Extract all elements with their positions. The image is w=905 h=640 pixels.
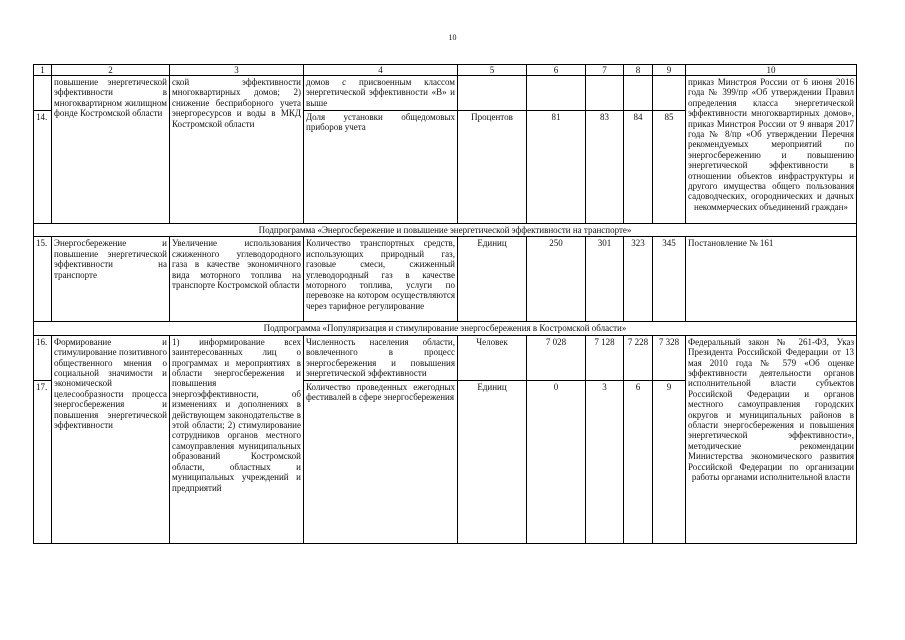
- cell-value: 3: [586, 380, 624, 543]
- column-header: 3: [170, 65, 304, 76]
- cell-tasks: 1) информирование всех заинтересованных лиц о программах и мероприятиях в области энергосбережения и повышения энергоэффективности, об изменениях и дополнениях в действующем законодательстве в этой области; 2) стимулирование сотрудников органов местного самоуправления муниципальных образований Костромской области, областных и муниципальных учреждений и предприятий: [170, 335, 304, 543]
- table-header-row: [34, 65, 857, 76]
- column-header: 10: [686, 65, 857, 76]
- column-header: 5: [458, 65, 527, 76]
- cell-value: 7 128: [586, 335, 624, 380]
- cell-legal-basis: приказ Минстроя России от 6 июня 2016 года № 399/пр «Об утверждении Правил определения класса энергетической эффективности многоквартирных домов», приказ Минстроя России от 9 января 2017 года № 8/пр «Об утверждении Перечня рекомендуемых мероприятий по энергосбережению и повышению энергетической эффективности в отношении объектов инфраструктуры и другого имущества общего пользования садоводческих, огороднических и дачных некоммерческих объединений граждан»: [686, 76, 857, 224]
- cell-value: 9: [653, 380, 686, 543]
- table-row: [34, 76, 857, 111]
- cell-value: 83: [586, 111, 624, 224]
- cell-value: 7 328: [653, 335, 686, 380]
- subprogram-title: Подпрограмма «Популяризация и стимулирование энергосбережения в Костромской области»: [34, 322, 857, 335]
- column-header: 4: [304, 65, 458, 76]
- cell-value: 345: [653, 237, 686, 322]
- cell-unit: Единиц: [458, 380, 527, 543]
- column-header: 9: [653, 65, 686, 76]
- cell-goal: Энергосбережение и повышение энергетической эффективности на транспорте: [52, 237, 170, 322]
- cell-indicator: Доля установки общедомовых приборов учета: [304, 111, 458, 224]
- cell-value: 6: [624, 380, 653, 543]
- cell-unit: Человек: [458, 335, 527, 380]
- cell-tasks: ской эффективности многоквартирных домов; 2) снижение бесприборного учета энергоресурсов и воды в МКД Костромской области: [170, 76, 304, 224]
- column-header: 6: [527, 65, 586, 76]
- page-number: 10: [448, 33, 457, 42]
- cell-goal: повышение энергетической эффективности в многоквартирном жилищном фонде Костромской области: [52, 76, 170, 224]
- column-header: 7: [586, 65, 624, 76]
- cell-unit: Процентов: [458, 111, 527, 224]
- cell-value: 7 228: [624, 335, 653, 380]
- row-number: 14.: [34, 111, 52, 224]
- cell-value: 301: [586, 237, 624, 322]
- cell-value: 85: [653, 111, 686, 224]
- row-number: 15.: [34, 237, 52, 322]
- cell-value: 250: [527, 237, 586, 322]
- column-header: 2: [52, 65, 170, 76]
- row-number: 17.: [34, 380, 52, 543]
- indicators-table: [33, 64, 857, 544]
- column-header: 1: [34, 65, 52, 76]
- cell-legal-basis: Постановление № 161: [686, 237, 857, 322]
- cell-goal: Формирование и стимулирование позитивного общественного мнения о социальной значимости и экономической целесообразности процесса энергосбережения и повышения энергетической эффективности: [52, 335, 170, 543]
- cell-value: 323: [624, 237, 653, 322]
- cell-value: 81: [527, 111, 586, 224]
- row-number: 16.: [34, 335, 52, 380]
- cell-indicator: Количество транспортных средств, использующих природный газ, газовые смеси, сжиженный углеводородный газ в качестве моторного топлива, услуги по перевозке на котором осуществляются через тарифное регулирование: [304, 237, 458, 322]
- subprogram-heading-row: [34, 322, 857, 335]
- cell-value: 7 028: [527, 335, 586, 380]
- table-row: [34, 335, 857, 380]
- cell-unit: Единиц: [458, 237, 527, 322]
- cell-indicator: домов с присвоенным классом энергетической эффективности «В» и выше: [304, 76, 458, 111]
- column-header: 8: [624, 65, 653, 76]
- cell-legal-basis: Федеральный закон № 261-ФЗ, Указ Президента Российской Федерации от 13 мая 2010 года № 579 «Об оценке эффективности деятельности органов исполнительной власти субъектов Российской Федерации и органов местного самоуправления городских округов и муниципальных районов в области энергосбережения и повышения энергетической эффективности», методические рекомендации Министерства экономического развития Российской Федерации по организации работы органами исполнительной власти: [686, 335, 857, 543]
- table-row: [34, 237, 857, 322]
- cell-indicator: Количество проведенных ежегодных фестивалей в сфере энергосбережения: [304, 380, 458, 543]
- cell-value: 0: [527, 380, 586, 543]
- cell-indicator: Численность населения области, вовлеченного в процесс энергосбережения и повышения энергетической эффективности: [304, 335, 458, 380]
- cell-value: 84: [624, 111, 653, 224]
- cell-tasks: Увеличение использования сжиженного углеводородного газа в качестве экономичного вида моторного топлива на транспорте Костромской области: [170, 237, 304, 322]
- subprogram-title: Подпрограмма «Энергосбережение и повышение энергетической эффективности на транспорте»: [34, 224, 857, 237]
- subprogram-heading-row: [34, 224, 857, 237]
